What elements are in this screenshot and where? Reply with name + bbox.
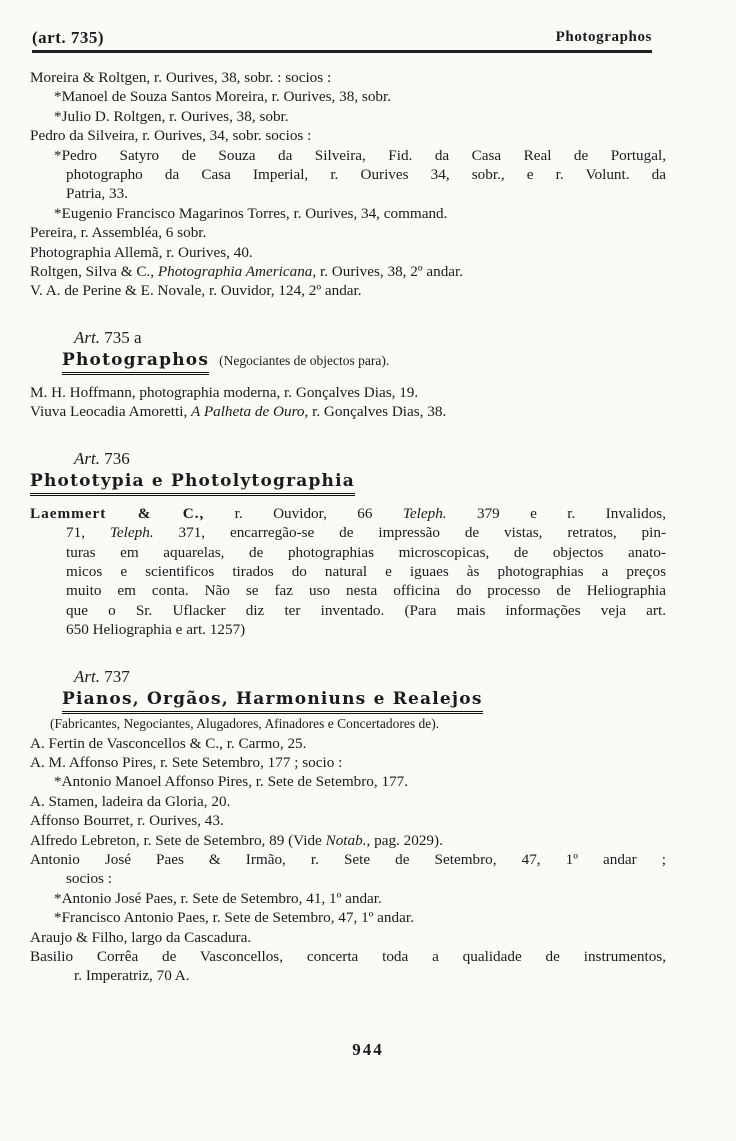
list-item: r. Imperatriz, 70 A. xyxy=(74,967,190,985)
list-item xyxy=(30,523,666,542)
list-item xyxy=(30,831,666,850)
list-item: Araujo & Filho, largo da Cascadura. xyxy=(30,928,252,946)
list-item: *Julio D. Roltgen, r. Ourives, 38, sobr. xyxy=(54,107,289,125)
list-item: *Antonio Manoel Affonso Pires, r. Sete de Setembro, 177. xyxy=(54,773,409,791)
list-item: turas em aquarelas, de photographias microscopicas, de objectos anato- xyxy=(66,543,666,561)
article-number: 735 a xyxy=(104,327,142,347)
list-item: A. Stamen, ladeira da Gloria, 20. xyxy=(30,792,231,810)
entry-text: Teleph. xyxy=(402,504,447,522)
section-736 xyxy=(30,448,666,640)
section-title: Phototypia e Photolytographia xyxy=(30,470,355,496)
article-number: 736 xyxy=(104,448,130,468)
list-item: photographo da Casa Imperial, r. Ourives 34, sobr., e r. Volunt. da xyxy=(66,166,666,184)
photographos-list xyxy=(30,68,666,301)
entry-name: Roltgen, Silva & C., xyxy=(30,263,158,281)
list-item: que o Sr. Uflacker diz ter inventado. (Para mais informações veja art. xyxy=(66,601,666,619)
entry-text: r. Ouvidor, 66 xyxy=(204,504,403,522)
entry-text: , pag. 2029). xyxy=(366,831,443,849)
list-item: Patria, 33. xyxy=(66,185,129,203)
section-subtitle: (Negociantes de objectos para). xyxy=(219,352,390,368)
section-title: Pianos, Orgãos, Harmoniuns e Realejos xyxy=(62,688,483,714)
list-item xyxy=(30,504,666,523)
article-number: 737 xyxy=(104,666,130,686)
section-735a xyxy=(30,327,666,422)
article-word: Art. xyxy=(74,448,100,468)
list-item: 650 Heliographia e art. 1257) xyxy=(66,621,246,639)
entry-business: Photographia Americana xyxy=(157,263,313,281)
list-item: micos e scientificos tirados do natural e iguaes às photographias a preços xyxy=(66,562,666,580)
entry-name: Viuva Leocadia Amoretti, xyxy=(30,403,192,421)
section-heading xyxy=(30,688,666,714)
list-item: Pedro da Silveira, r. Ourives, 34, sobr. socios : xyxy=(30,127,312,145)
article-label xyxy=(30,666,666,688)
article-label xyxy=(30,448,666,470)
header-title: Photographos xyxy=(555,29,652,45)
entry-text: 379 e r. Invalidos, xyxy=(446,504,666,522)
list-item: Basilio Corrêa de Vasconcellos, concerta toda a qualidade de instrumentos, xyxy=(30,948,666,965)
section-737 xyxy=(30,666,666,986)
header-article-ref: (art. 735) xyxy=(32,28,105,47)
page-body xyxy=(30,68,666,986)
list-item: socios : xyxy=(66,870,112,888)
article-word: Art. xyxy=(74,666,100,686)
entry-address: , r. Ourives, 38, 2º andar. xyxy=(312,263,464,281)
section-title: Photographos xyxy=(62,349,209,375)
article-label xyxy=(30,327,666,349)
list-item: A. Fertin de Vasconcellos & C., r. Carmo, 25. xyxy=(30,734,307,752)
section-subtitle: (Fabricantes, Negociantes, Alugadores, Afinadores e Concertadores de). xyxy=(50,715,440,731)
list-item xyxy=(30,402,666,421)
list-item: M. H. Hoffmann, photographia moderna, r. Gonçalves Dias, 19. xyxy=(30,383,419,401)
list-item: *Pedro Satyro de Souza da Silveira, Fid. da Casa Real de Portugal, xyxy=(54,146,666,164)
section-heading xyxy=(30,470,666,496)
list-item: Pereira, r. Assembléa, 6 sobr. xyxy=(30,224,207,242)
entry-text: Alfredo Lebreton, r. Sete de Setembro, 89 (Vide xyxy=(30,831,326,849)
entry-name: Laemmert & C., xyxy=(30,504,205,522)
list-item: muito em conta. Não se faz uso nesta officina do processo de Heliographia xyxy=(66,582,666,600)
list-item: Moreira & Roltgen, r. Ourives, 38, sobr. : socios : xyxy=(30,69,332,86)
list-item: Antonio José Paes & Irmão, r. Sete de Setembro, 47, 1º andar ; xyxy=(30,850,666,868)
list-item: *Francisco Antonio Paes, r. Sete de Setembro, 47, 1º andar. xyxy=(54,909,414,927)
list-item: Photographia Allemã, r. Ourives, 40. xyxy=(30,243,253,261)
list-item: *Manoel de Souza Santos Moreira, r. Ourives, 38, sobr. xyxy=(54,88,392,106)
entry-address: , r. Gonçalves Dias, 38. xyxy=(304,403,447,421)
list-item: V. A. de Perine & E. Novale, r. Ouvidor, 124, 2º andar. xyxy=(30,282,362,300)
list-item: *Antonio José Paes, r. Sete de Setembro, 41, 1º andar. xyxy=(54,889,382,907)
article-word: Art. xyxy=(74,327,100,347)
entry-text: 71, xyxy=(66,524,110,542)
entry-text: Notab. xyxy=(325,831,367,849)
entry-text: Teleph. xyxy=(109,524,154,542)
entry-business: A Palheta de Ouro xyxy=(191,403,305,421)
page-number: 944 xyxy=(352,1040,384,1059)
list-item xyxy=(30,262,666,281)
page-header xyxy=(32,28,652,53)
section-heading xyxy=(30,349,666,375)
list-item: A. M. Affonso Pires, r. Sete Setembro, 177 ; socio : xyxy=(30,753,343,771)
list-item: Affonso Bourret, r. Ourives, 43. xyxy=(30,812,224,830)
entry-text: 371, encarregão-se de impressão de vistas, retratos, pin- xyxy=(153,524,666,542)
list-item: *Eugenio Francisco Magarinos Torres, r. Ourives, 34, command. xyxy=(54,204,448,222)
